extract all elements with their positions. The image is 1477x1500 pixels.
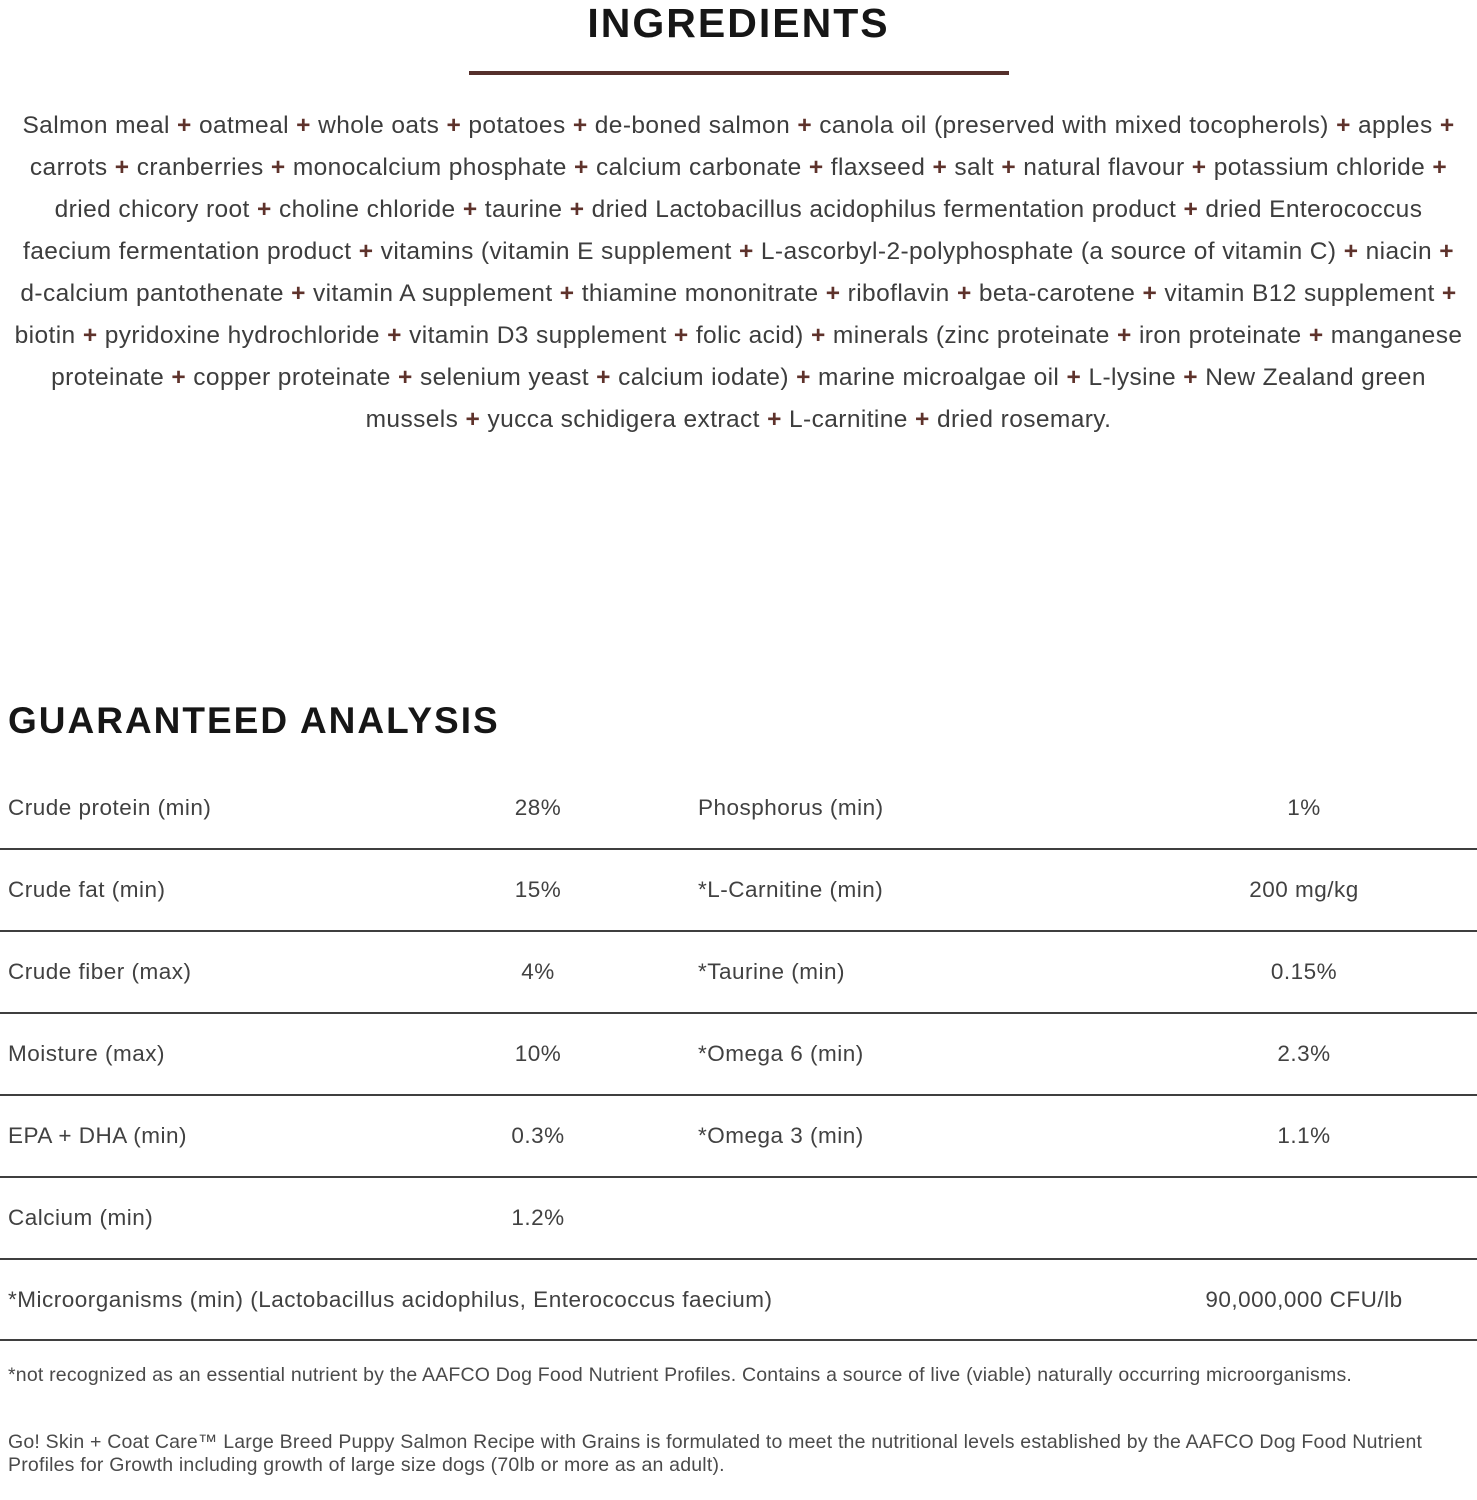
table-row — [0, 1096, 1477, 1178]
nutrient-value: 10% — [514, 1041, 562, 1066]
nutrient-label: Phosphorus (min) — [698, 795, 884, 820]
plus-separator: + — [559, 280, 575, 307]
nutrient-label: *Omega 6 (min) — [698, 1041, 864, 1066]
nutrient-value: 15% — [514, 877, 562, 902]
plus-separator: + — [1441, 280, 1457, 307]
ingredients-heading: INGREDIENTS — [587, 0, 890, 46]
nutrient-label: EPA + DHA (min) — [8, 1123, 188, 1148]
plus-separator: + — [387, 322, 402, 349]
plus-separator: + — [808, 154, 824, 181]
plus-separator: + — [446, 112, 462, 139]
plus-separator: + — [569, 196, 585, 223]
plus-separator: + — [1001, 154, 1017, 181]
nutrient-value: 1.1% — [1277, 1123, 1331, 1148]
table-row-microorganisms — [0, 1260, 1477, 1341]
nutrient-label: Crude protein (min) — [8, 795, 212, 820]
nutrient-value: 200 mg/kg — [1249, 877, 1359, 902]
nutrient-label: Moisture (max) — [8, 1041, 166, 1066]
plus-separator: + — [796, 364, 811, 391]
table-row — [0, 1014, 1477, 1096]
plus-separator: + — [1142, 280, 1158, 307]
plus-separator: + — [1191, 154, 1207, 181]
guaranteed-analysis-table — [0, 768, 1477, 1341]
plus-separator: + — [114, 154, 130, 181]
nutrient-label: Crude fat (min) — [8, 877, 166, 902]
plus-separator: + — [1439, 112, 1455, 139]
plus-separator: + — [82, 322, 98, 349]
plus-separator: + — [291, 280, 306, 307]
nutrient-label: Crude fiber (max) — [8, 959, 192, 984]
plus-separator: + — [810, 322, 826, 349]
plus-separator: + — [574, 154, 589, 181]
plus-separator: + — [673, 322, 689, 349]
nutrient-label: *Omega 3 (min) — [698, 1123, 864, 1148]
plus-separator: + — [177, 112, 192, 139]
plus-separator: + — [465, 406, 481, 433]
plus-separator: + — [358, 238, 374, 265]
plus-separator: + — [1117, 322, 1132, 349]
nutrient-value: 1.2% — [511, 1205, 565, 1230]
nutrient-value: 0.15% — [1270, 959, 1338, 984]
plus-separator: + — [767, 406, 782, 433]
nutrient-value: 4% — [521, 959, 555, 984]
table-row — [0, 932, 1477, 1014]
plus-separator: + — [171, 364, 187, 391]
plus-separator: + — [1066, 364, 1082, 391]
plus-separator: + — [1308, 322, 1324, 349]
ingredients-text: Salmon meal + oatmeal + whole oats + potatoes + de-boned salmon + canola oil (preserved with mixed tocopherols) + apples + carrots + cranberries + monocalcium phosphate + calcium carbonate + flaxseed + salt + natural flavour + potassium chloride + dried chicory root + choline chloride + taurine + dried Lactobacillus acidophilus fermentation product + dried Enterococcus faecium fermentation product + vitamins (vitamin E supplement + L-ascorbyl-2-polyphosphate (a source of vitamin C) + niacin + d-calcium pantothenate + vitamin A supplement + thiamine mononitrate + riboflavin + beta-carotene + vitamin B12 supplement + biotin + pyridoxine hydrochloride + vitamin D3 supplement + folic acid) + minerals (zinc proteinate + iron proteinate + manganese proteinate + copper proteinate + selenium yeast + calcium iodate) + marine microalgae oil + L-lysine + New Zealand green mussels + yucca schidigera extract + L-carnitine + dried rosemary. — [14, 112, 1463, 433]
plus-separator: + — [1343, 238, 1359, 265]
aafco-footnote: *not recognized as an essential nutrient by the AAFCO Dog Food Nutrient Profiles. Contains a source of live (viable) naturally occurring microorganisms. — [8, 1364, 1353, 1386]
nutrient-value: 2.3% — [1277, 1041, 1331, 1066]
formulation-statement: Go! Skin + Coat Care™ Large Breed Puppy Salmon Recipe with Grains is formulated to meet the nutritional levels established by the AAFCO Dog Food Nutrient Profiles for Growth including growth of large size dogs (70lb or more as an adult). — [8, 1431, 1423, 1476]
nutrient-value: 90,000,000 CFU/lb — [1205, 1286, 1403, 1312]
plus-separator: + — [932, 154, 948, 181]
plus-separator: + — [1336, 112, 1351, 139]
plus-separator: + — [257, 196, 272, 223]
nutrient-label: *L-Carnitine (min) — [698, 877, 884, 902]
plus-separator: + — [1439, 238, 1454, 265]
guaranteed-analysis-heading: GUARANTEED ANALYSIS — [8, 700, 500, 741]
plus-separator: + — [797, 112, 813, 139]
plus-separator: + — [296, 112, 311, 139]
plus-separator: + — [825, 280, 841, 307]
nutrient-value: 28% — [514, 795, 562, 820]
plus-separator: + — [1183, 364, 1198, 391]
plus-separator: + — [956, 280, 972, 307]
plus-separator: + — [1432, 154, 1448, 181]
nutrient-label: *Microorganisms (min) (Lactobacillus acidophilus, Enterococcus faecium) — [8, 1286, 773, 1312]
plus-separator: + — [1183, 196, 1199, 223]
plus-separator: + — [572, 112, 588, 139]
plus-separator: + — [398, 364, 413, 391]
nutrient-label: *Taurine (min) — [698, 959, 846, 984]
plus-separator: + — [596, 364, 611, 391]
table-row — [0, 768, 1477, 850]
plus-separator: + — [738, 238, 754, 265]
plus-separator: + — [270, 154, 286, 181]
plus-separator: + — [915, 406, 930, 433]
nutrient-label: Calcium (min) — [8, 1205, 154, 1230]
heading-divider — [469, 71, 1009, 75]
table-row — [0, 1178, 1477, 1260]
table-row — [0, 850, 1477, 932]
plus-separator: + — [462, 196, 478, 223]
nutrient-value: 1% — [1287, 795, 1321, 820]
nutrient-value: 0.3% — [511, 1123, 565, 1148]
